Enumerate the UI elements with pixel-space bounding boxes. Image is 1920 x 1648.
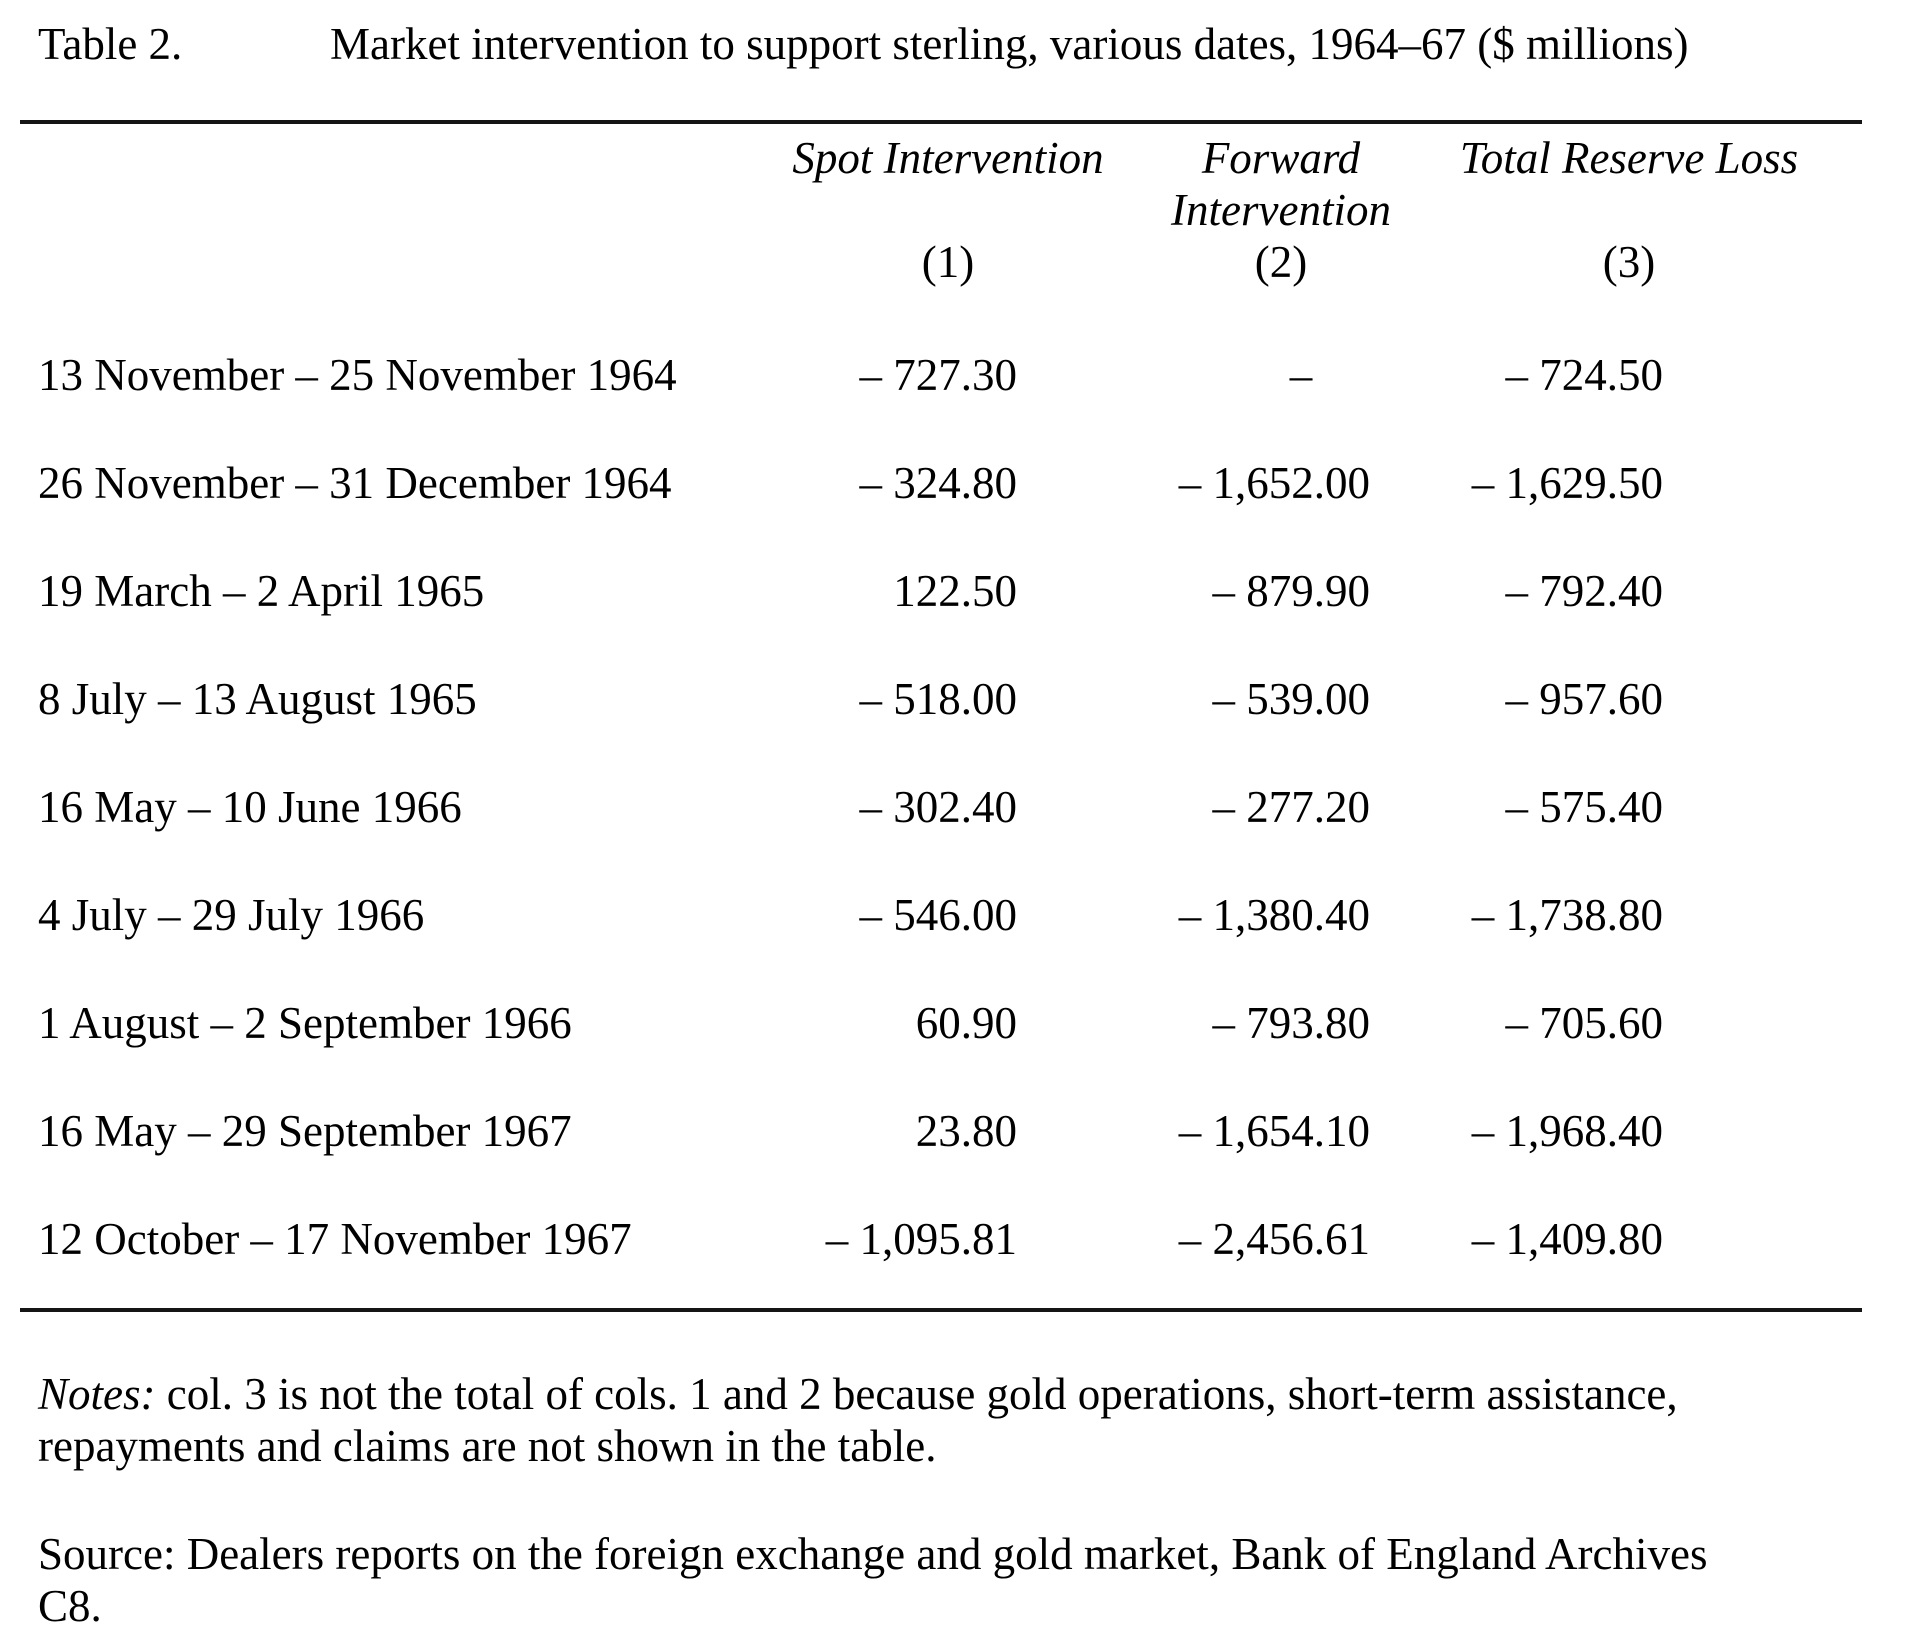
table-caption	[38, 16, 1689, 72]
total-reserve-loss-cell: – 792.40	[1505, 566, 1663, 616]
table-row	[20, 537, 1862, 645]
period-cell: 19 March – 2 April 1965	[38, 566, 485, 616]
column-name-line: Forward	[1201, 133, 1361, 183]
spot-intervention-cell: – 546.00	[859, 890, 1017, 940]
table-row	[20, 1077, 1862, 1185]
period-cell: 26 November – 31 December 1964	[38, 458, 672, 508]
table-row	[20, 861, 1862, 969]
column-header-spot-intervention	[781, 124, 1115, 321]
column-number: (1)	[921, 237, 975, 287]
period-column-header	[20, 124, 781, 321]
spot-intervention-cell: – 518.00	[859, 674, 1017, 724]
period-cell: 16 May – 10 June 1966	[38, 782, 462, 832]
spot-intervention-cell: 60.90	[915, 998, 1017, 1048]
table-body	[20, 321, 1862, 1293]
forward-intervention-cell: – 277.20	[1212, 782, 1370, 832]
row-filler	[1811, 969, 1862, 1077]
table-bottom-rule	[20, 1308, 1862, 1312]
table-row	[20, 753, 1862, 861]
table-row	[20, 1185, 1862, 1293]
spot-intervention-cell: 122.50	[893, 566, 1017, 616]
row-filler	[1811, 537, 1862, 645]
table-header	[20, 124, 1862, 321]
total-reserve-loss-cell: – 705.60	[1505, 998, 1663, 1048]
spot-intervention-cell: – 302.40	[859, 782, 1017, 832]
period-cell: 16 May – 29 September 1967	[38, 1106, 572, 1156]
period-cell: 1 August – 2 September 1966	[38, 998, 572, 1048]
table-source	[38, 1528, 1898, 1632]
total-reserve-loss-cell: – 1,968.40	[1471, 1106, 1663, 1156]
table-notes	[38, 1368, 1898, 1472]
spot-intervention-cell: 23.80	[915, 1106, 1017, 1156]
period-cell: 12 October – 17 November 1967	[38, 1214, 632, 1264]
column-name-line: Intervention	[1171, 185, 1391, 235]
intervention-table	[20, 124, 1862, 1293]
row-filler	[1811, 1077, 1862, 1185]
total-reserve-loss-cell: – 957.60	[1505, 674, 1663, 724]
spot-intervention-cell: – 324.80	[859, 458, 1017, 508]
total-reserve-loss-cell: – 575.40	[1505, 782, 1663, 832]
row-filler	[1811, 861, 1862, 969]
column-header-forward-intervention	[1115, 124, 1447, 321]
spot-intervention-cell: – 1,095.81	[825, 1214, 1017, 1264]
total-reserve-loss-cell: – 1,738.80	[1471, 890, 1663, 940]
table-title-text: Market intervention to support sterling, various dates, 1964–67 ($ millions)	[330, 19, 1689, 69]
header-filler	[1811, 124, 1862, 321]
total-reserve-loss-cell: – 724.50	[1505, 350, 1663, 400]
total-reserve-loss-cell: – 1,629.50	[1471, 458, 1663, 508]
row-filler	[1811, 753, 1862, 861]
column-name-line: Total Reserve Loss	[1459, 133, 1799, 183]
forward-intervention-cell: –	[1289, 350, 1313, 400]
total-reserve-loss-cell: – 1,409.80	[1471, 1214, 1663, 1264]
period-cell: 13 November – 25 November 1964	[38, 350, 677, 400]
forward-intervention-cell: – 793.80	[1212, 998, 1370, 1048]
forward-intervention-cell: – 1,380.40	[1178, 890, 1370, 940]
forward-intervention-cell: – 1,654.10	[1178, 1106, 1370, 1156]
forward-intervention-cell: – 879.90	[1212, 566, 1370, 616]
period-cell: 4 July – 29 July 1966	[38, 890, 425, 940]
row-filler	[1811, 645, 1862, 753]
period-cell: 8 July – 13 August 1965	[38, 674, 477, 724]
notes-line1: col. 3 is not the total of cols. 1 and 2 because gold operations, short-term assistance,	[166, 1369, 1678, 1419]
notes-label: Notes:	[38, 1369, 156, 1419]
row-filler	[1811, 321, 1862, 429]
row-filler	[1811, 1185, 1862, 1293]
source-line1: Source: Dealers reports on the foreign exchange and gold market, Bank of England Archives	[38, 1529, 1708, 1579]
spot-intervention-cell: – 727.30	[859, 350, 1017, 400]
table-number-label: Table 2.	[38, 19, 183, 69]
table-row	[20, 969, 1862, 1077]
row-filler	[1811, 429, 1862, 537]
forward-intervention-cell: – 1,652.00	[1178, 458, 1370, 508]
column-number: (2)	[1254, 237, 1308, 287]
column-number: (3)	[1602, 237, 1656, 287]
notes-line2: repayments and claims are not shown in the table.	[38, 1421, 937, 1471]
forward-intervention-cell: – 539.00	[1212, 674, 1370, 724]
forward-intervention-cell: – 2,456.61	[1178, 1214, 1370, 1264]
table-row	[20, 429, 1862, 537]
table-row	[20, 321, 1862, 429]
source-line2: C8.	[38, 1581, 102, 1631]
column-header-total-reserve-loss	[1447, 124, 1811, 321]
column-name-line: Spot Intervention	[792, 133, 1104, 183]
table-row	[20, 645, 1862, 753]
header-row	[20, 124, 1862, 321]
